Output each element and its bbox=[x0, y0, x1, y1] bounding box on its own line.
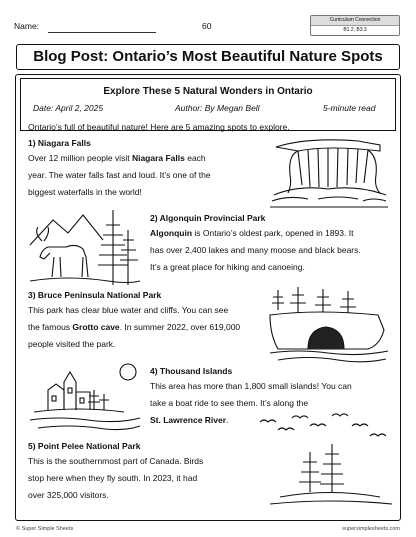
name-label: Name: bbox=[14, 21, 40, 31]
section-line bbox=[150, 242, 361, 259]
section-text-niagara bbox=[28, 150, 211, 201]
text-run: stop here when they fly south. In 2023, it had bbox=[28, 473, 198, 483]
curriculum-connection-box bbox=[310, 15, 400, 36]
section-line bbox=[28, 470, 203, 487]
section-line bbox=[28, 336, 240, 353]
text-run: This park has clear blue water and cliffs. You can see bbox=[28, 305, 229, 315]
article-intro: Ontario’s full of beautiful nature! Here are 5 amazing spots to explore. bbox=[28, 122, 290, 132]
thousand-islands-castle-illustration bbox=[28, 360, 143, 438]
text-run: Over 12 million people visit bbox=[28, 153, 132, 163]
page-number: 60 bbox=[202, 21, 212, 31]
section-line bbox=[28, 302, 240, 319]
section-text-bruce bbox=[28, 302, 240, 353]
section-heading-algonquin: 2) Algonquin Provincial Park bbox=[150, 213, 266, 223]
text-run: the famous bbox=[28, 322, 73, 332]
page-title: Blog Post: Ontario’s Most Beautiful Nature Spots bbox=[16, 44, 400, 70]
section-line bbox=[150, 225, 361, 242]
section-line bbox=[28, 487, 203, 504]
section-line bbox=[28, 150, 211, 167]
text-run: This is the southernmost part of Canada. Birds bbox=[28, 456, 204, 466]
name-field-line[interactable] bbox=[48, 32, 156, 33]
bold-term: St. Lawrence River bbox=[150, 415, 227, 425]
text-run: It’s a great place for hiking and canoeing. bbox=[150, 262, 305, 272]
text-run: . In summer 2022, over 619,000 bbox=[119, 322, 241, 332]
article-read-time: 5-minute read bbox=[323, 103, 376, 113]
text-run: . bbox=[226, 415, 229, 425]
section-text-point-pelee bbox=[28, 453, 203, 504]
text-run: year. The water falls fast and loud. It’s one of the bbox=[28, 170, 211, 180]
grotto-cave-illustration bbox=[268, 285, 390, 367]
text-run: is Ontario’s oldest park, opened in 1893. It bbox=[192, 228, 354, 238]
text-run: This area has more than 1,800 small islands! You can bbox=[150, 381, 352, 391]
section-line bbox=[28, 319, 240, 336]
section-line bbox=[28, 167, 211, 184]
section-line bbox=[150, 395, 352, 412]
curriculum-connection-title: Curriculum Connection bbox=[311, 16, 399, 26]
text-run: people visited the park. bbox=[28, 339, 116, 349]
text-run: each bbox=[184, 153, 206, 163]
article-author: Author: By Megan Bell bbox=[175, 103, 260, 113]
footer-copyright: © Super Simple Sheets bbox=[16, 526, 74, 532]
section-heading-point-pelee: 5) Point Pelee National Park bbox=[28, 441, 141, 451]
text-run: biggest waterfalls in the world! bbox=[28, 187, 142, 197]
bold-term: Niagara Falls bbox=[131, 153, 185, 163]
niagara-falls-illustration bbox=[268, 135, 390, 210]
bold-term: Algonquin bbox=[150, 228, 193, 238]
section-line bbox=[150, 259, 361, 276]
article-date: Date: April 2, 2025 bbox=[33, 103, 104, 113]
section-line bbox=[28, 184, 211, 201]
text-run: over 325,000 visitors. bbox=[28, 490, 109, 500]
text-run: take a boat ride to see them. It’s along the bbox=[150, 398, 309, 408]
point-pelee-birds-illustration bbox=[250, 412, 400, 507]
text-run: has over 2,400 lakes and many moose and black bears. bbox=[150, 245, 361, 255]
section-heading-niagara: 1) Niagara Falls bbox=[28, 138, 91, 148]
bold-term: Grotto cave bbox=[72, 322, 120, 332]
article-subtitle: Explore These 5 Natural Wonders in Ontario bbox=[103, 86, 313, 97]
section-line bbox=[150, 378, 352, 395]
section-text-algonquin bbox=[150, 225, 361, 276]
section-line bbox=[28, 453, 203, 470]
section-heading-bruce: 3) Bruce Peninsula National Park bbox=[28, 290, 162, 300]
curriculum-connection-codes: B1.2, B3.3 bbox=[343, 27, 367, 33]
moose-forest-illustration bbox=[28, 205, 143, 290]
section-heading-thousand-islands: 4) Thousand Islands bbox=[150, 366, 233, 376]
footer-website: supersimplesheets.com bbox=[342, 526, 400, 532]
